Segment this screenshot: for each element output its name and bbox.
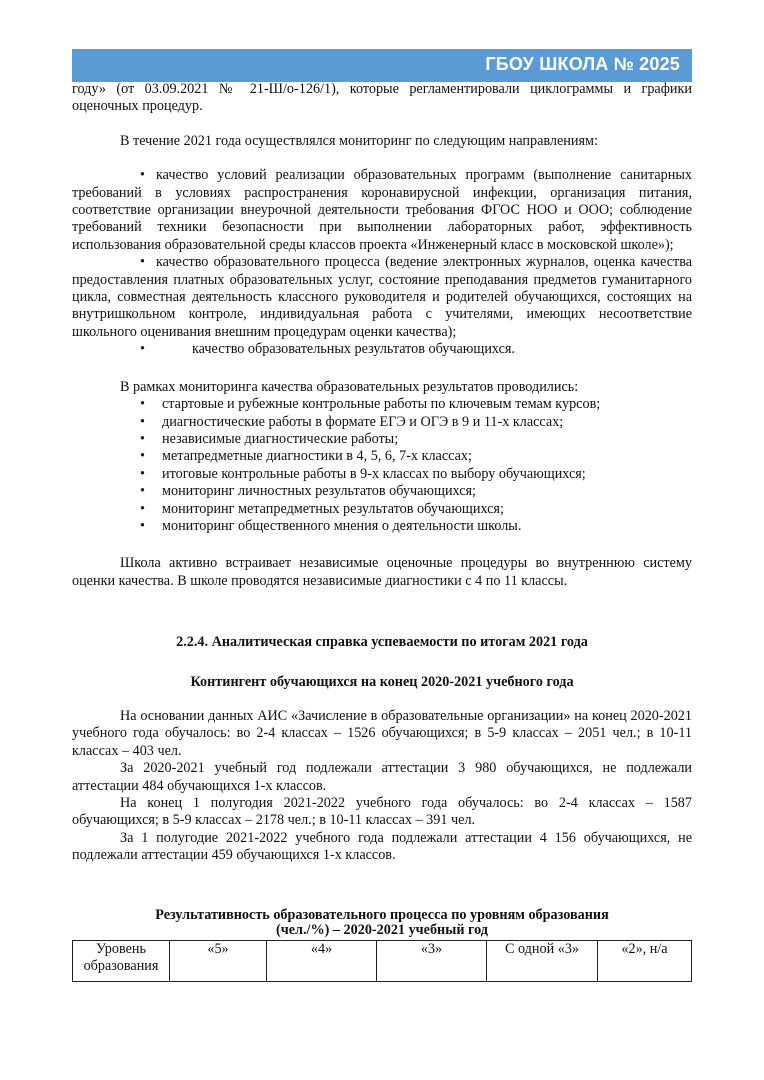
results-intro: В рамках мониторинга качества образовательных результатов проводились:: [120, 378, 579, 395]
list-item: • итоговые контрольные работы в 9-х классах по выбору обучающихся;: [140, 465, 586, 482]
section-heading: 2.2.4. Аналитическая справка успеваемости по итогам 2021 года: [176, 634, 588, 651]
list-item: • мониторинг общественного мнения о деятельности школы.: [140, 517, 522, 534]
list-item: • независимые диагностические работы;: [140, 430, 399, 447]
table-header-cell: Уровень образования: [73, 940, 170, 981]
results-list: [72, 396, 692, 535]
table-header-cell: «2», н/а: [598, 940, 692, 981]
bullet-icon: •: [140, 500, 145, 517]
directions-list: [72, 167, 692, 358]
results-table: [72, 940, 692, 982]
list-item: • метапредметные диагностики в 4, 5, 6, 7-х классах;: [140, 448, 472, 465]
list-item: • мониторинг личностных результатов обучающихся;: [140, 483, 476, 500]
list-item: • мониторинг метапредметных результатов обучающихся;: [140, 500, 504, 517]
contingent-paragraph: На конец 1 полугодия 2021-2022 учебного года обучалось: во 2-4 классах – 1587 обучающихся; в 5-9 классах – 2178 чел.; в 10-11 классах – 391 чел.: [72, 795, 692, 829]
bullet-icon: •: [140, 517, 145, 534]
header-band: [72, 49, 692, 82]
list-item: • диагностические работы в формате ЕГЭ и ОГЭ в 9 и 11-х классах;: [140, 413, 564, 430]
school-name: ГБОУ ШКОЛА № 2025: [485, 54, 680, 74]
document-body: [72, 81, 692, 982]
table-header-cell: «5»: [170, 940, 267, 981]
bullet-icon: •: [140, 483, 145, 500]
bullet-icon: •: [140, 341, 145, 358]
table-header-cell: «3»: [377, 940, 487, 981]
bullet-icon: •: [140, 167, 145, 184]
table-header-row: [73, 940, 692, 981]
bullet-icon: •: [140, 430, 145, 447]
contingent-heading: Контингент обучающихся на конец 2020-2021 учебного года: [190, 673, 574, 690]
bullet-icon: •: [140, 448, 145, 465]
list-item: • качество образовательного процесса (ведение электронных журналов, оценка качества предоставления платных образовательных услуг, состояние преподавания предметов гуманитарного цикла, совместная деятельность классного руководителя и родителей обучающихся, состоящих на внутришкольном контроле, индивидуальная работа с учителями, имеющих несоответствие школьного оценивания внешним процедурам оценки качества);: [72, 254, 692, 340]
list-item: • стартовые и рубежные контрольные работы по ключевым темам курсов;: [140, 396, 601, 413]
intro-paragraph: году» (от 03.09.2021 № 21-Ш/о-126/1), которые регламентировали циклограммы и графики оценочных процедур.: [72, 81, 692, 115]
table-heading: Результативность образовательного процесса по уровням образования (чел./%) – 2020-2021 учебный год: [155, 906, 609, 938]
list-item: • качество условий реализации образовательных программ (выполнение санитарных требований в условиях распространения коронавирусной инфекции, организация питания, соответствие организации внеурочной деятельности требования ФГОС НОО и ООО; соблюдение требований техники безопасности при выполнении лабораторных работ, эффективность использования образовательной среды классов проекта «Инженерный класс в московской школе»);: [72, 167, 692, 253]
bullet-icon: •: [140, 413, 145, 430]
bullet-icon: •: [140, 465, 145, 482]
bullet-icon: •: [140, 254, 145, 271]
school-paragraph: Школа активно встраивает независимые оценочные процедуры во внутреннюю систему оценки качества. В школе проводятся независимые диагностики с 4 по 11 классы.: [72, 555, 692, 589]
contingent-paragraph: За 1 полугодие 2021-2022 учебного года подлежали аттестации 4 156 обучающихся, не подлежали аттестации 459 обучающихся 1-х классов.: [72, 829, 692, 864]
table-header-cell: С одной «3»: [487, 940, 598, 981]
contingent-paragraph: На основании данных АИС «Зачисление в образовательные организации» на конец 2020-2021 учебного года обучалось: во 2-4 классах – 1526 обучающихся; в 5-9 классах – 2051 чел.; в 10-11 классах – 403 чел.: [72, 707, 692, 759]
table-header-cell: «4»: [267, 940, 377, 981]
monitoring-intro: В течение 2021 года осуществлялся мониторинг по следующим направлениям:: [120, 132, 598, 149]
list-item: • качество образовательных результатов обучающихся.: [140, 341, 515, 358]
contingent-paragraph: За 2020-2021 учебный год подлежали аттестации 3 980 обучающихся, не подлежали аттестации 484 обучающихся 1-х классов.: [72, 760, 692, 794]
bullet-icon: •: [140, 396, 145, 413]
